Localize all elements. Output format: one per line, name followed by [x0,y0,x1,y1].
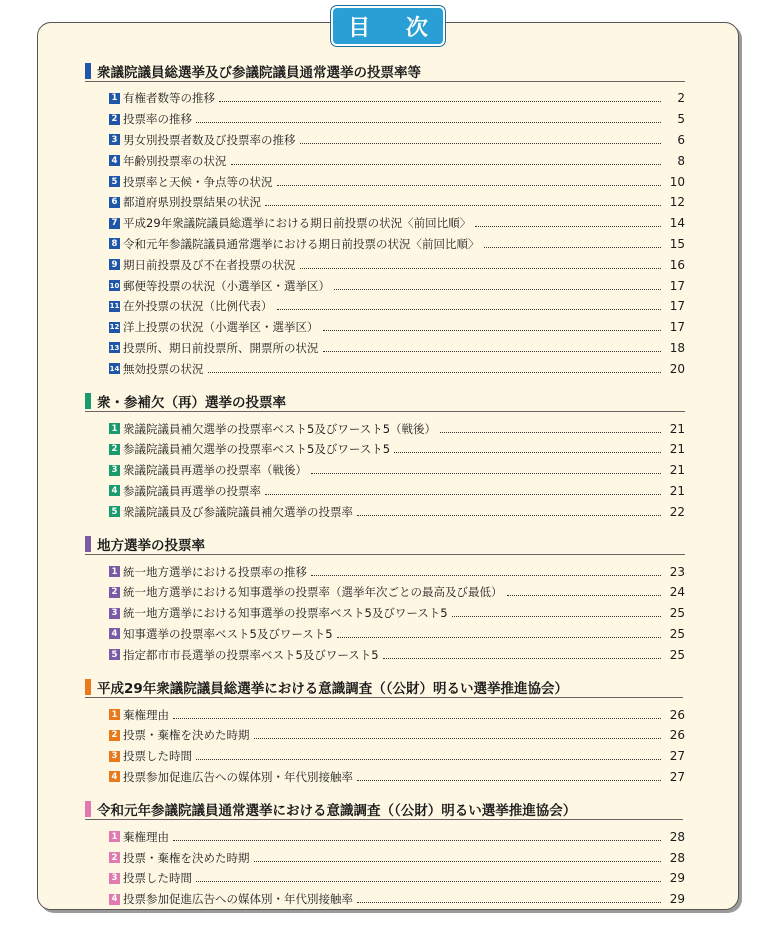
dot-leader [383,651,661,659]
table-of-contents [85,60,685,921]
toc-entry[interactable] [85,582,685,603]
dot-leader [208,365,662,373]
entry-label: 統一地方選挙における投票率の推移 [123,564,307,579]
toc-entry[interactable] [85,275,685,296]
page-title: 目 次 [331,6,445,46]
entry-page-number: 21 [669,442,685,457]
toc-entry[interactable] [85,767,685,788]
entry-page-number: 25 [669,647,685,662]
entry-label: 衆議院議員及び参議院議員補欠選挙の投票率 [123,504,353,519]
entry-number-badge: 6 [109,197,120,208]
section-color-bar [85,536,91,552]
dot-leader [323,344,662,352]
toc-section [85,676,685,787]
entry-page-number: 2 [677,91,685,106]
toc-entry[interactable] [85,460,685,481]
dot-leader [357,508,661,516]
entry-page-number: 15 [669,236,685,251]
entry-label: 投票所、期日前投票所、開票所の状況 [123,340,319,355]
toc-entry[interactable] [85,254,685,275]
toc-entry[interactable] [85,561,685,582]
section-heading [85,533,685,555]
entry-label: 統一地方選挙における知事選挙の投票率ベスト5及びワースト5 [123,606,448,621]
section-heading-text: 衆議院議員総選挙及び参議院議員通常選挙の投票率等 [97,64,421,81]
toc-section [85,390,685,522]
entry-page-number: 21 [669,421,685,436]
toc-entry[interactable] [85,88,685,109]
entry-number-badge: 10 [109,281,120,290]
entry-page-number: 21 [669,463,685,478]
entry-page-number: 22 [669,504,685,519]
toc-entry[interactable] [85,644,685,665]
dot-leader [475,219,661,227]
toc-entry[interactable] [85,868,685,889]
dot-leader [196,115,661,123]
toc-entry[interactable] [85,317,685,338]
entry-number-badge: 5 [109,506,120,517]
dot-leader [254,731,662,739]
toc-entry[interactable] [85,501,685,522]
entry-label: 洋上投票の状況（小選挙区・選挙区） [123,320,319,335]
toc-entry[interactable] [85,358,685,379]
entry-label: 平成29年衆議院議員総選挙における期日前投票の状況〈前回比順〉 [123,216,472,231]
entry-page-number: 5 [677,112,685,127]
entry-label: 郵便等投票の状況（小選挙区・選挙区） [123,278,330,293]
dot-leader [323,323,662,331]
entry-label: 参議院議員再選挙の投票率 [123,483,261,498]
entry-page-number: 25 [669,606,685,621]
entry-page-number: 21 [669,483,685,498]
entry-number-badge: 1 [109,423,120,434]
section-heading-text: 令和元年参議院議員通常選挙における意識調査（（公財）明るい選挙推進協会） [97,802,577,819]
dot-leader [484,240,662,248]
section-heading [85,798,683,820]
entry-page-number: 8 [677,153,685,168]
entry-number-badge: 2 [109,114,120,125]
dot-leader [254,854,662,862]
dot-leader [300,136,662,144]
toc-entry[interactable] [85,704,685,725]
dot-leader [357,895,661,903]
toc-entry[interactable] [85,109,685,130]
entry-number-badge: 11 [109,302,120,311]
entry-label: 投票参加促進広告への媒体別・年代別接触率 [123,892,353,907]
entry-page-number: 16 [669,257,685,272]
toc-entry[interactable] [85,150,685,171]
entry-number-badge: 14 [109,364,120,373]
toc-entry[interactable] [85,624,685,645]
entry-label: 令和元年参議院議員通常選挙における期日前投票の状況〈前回比順〉 [123,236,480,251]
entry-number-badge: 4 [109,485,120,496]
entry-page-number: 10 [669,174,685,189]
dot-leader [219,94,661,102]
entry-label: 参議院議員補欠選挙の投票率ベスト5及びワースト5 [123,442,391,457]
toc-section [85,533,685,665]
toc-entry[interactable] [85,234,685,255]
dot-leader [337,630,661,638]
dot-leader [173,833,661,841]
section-color-bar [85,679,91,695]
dot-leader [300,261,662,269]
toc-entry[interactable] [85,725,685,746]
entry-label: 棄権理由 [123,707,169,722]
entry-page-number: 26 [669,707,685,722]
entry-page-number: 18 [669,340,685,355]
toc-entry[interactable] [85,213,685,234]
entry-number-badge: 13 [109,343,120,352]
entry-number-badge: 2 [109,444,120,455]
dot-leader [196,874,661,882]
entry-page-number: 17 [669,299,685,314]
entry-label: 棄権理由 [123,829,169,844]
section-heading-text: 平成29年衆議院議員総選挙における意識調査（（公財）明るい選挙推進協会） [97,680,569,697]
entry-number-badge: 1 [109,93,120,104]
entry-number-badge: 4 [109,771,120,782]
dot-leader [231,157,662,165]
entry-number-badge: 4 [109,628,120,639]
dot-leader [277,302,662,310]
entry-number-badge: 4 [109,894,120,905]
entry-page-number: 12 [669,195,685,210]
entry-number-badge: 3 [109,134,120,145]
entry-page-number: 6 [677,132,685,147]
toc-entry[interactable] [85,481,685,502]
dot-leader [357,773,661,781]
section-heading [85,60,685,82]
toc-entry[interactable] [85,338,685,359]
entry-label: 衆議院議員再選挙の投票率（戦後） [123,463,307,478]
section-heading-text: 衆・参補欠（再）選挙の投票率 [97,394,286,411]
entry-label: 知事選挙の投票率ベスト5及びワースト5 [123,626,333,641]
entry-page-number: 29 [669,892,685,907]
entry-number-badge: 12 [109,323,120,332]
section-color-bar [85,63,91,79]
dot-leader [452,609,661,617]
toc-entry[interactable] [85,603,685,624]
entry-number-badge: 5 [109,176,120,187]
dot-leader [196,752,661,760]
dot-leader [440,425,661,433]
entry-page-number: 23 [669,564,685,579]
entry-number-badge: 8 [109,238,120,249]
entry-label: 投票参加促進広告への媒体別・年代別接触率 [123,769,353,784]
entry-label: 投票・棄権を決めた時期 [123,728,250,743]
entry-label: 統一地方選挙における知事選挙の投票率（選挙年次ごとの最高及び最低） [123,585,503,600]
dot-leader [311,568,661,576]
toc-entry[interactable] [85,439,685,460]
toc-entry[interactable] [85,130,685,151]
entry-page-number: 26 [669,728,685,743]
toc-entry[interactable] [85,746,685,767]
toc-section [85,798,685,909]
section-color-bar [85,393,91,409]
entry-number-badge: 5 [109,649,120,660]
toc-entry[interactable] [85,192,685,213]
entry-label: 投票・棄権を決めた時期 [123,850,250,865]
dot-leader [277,178,662,186]
entry-label: 期日前投票及び不在者投票の状況 [123,257,296,272]
toc-entry[interactable] [85,889,685,910]
entry-number-badge: 3 [109,751,120,762]
toc-entry[interactable] [85,826,685,847]
entry-label: 有権者数等の推移 [123,91,215,106]
entry-number-badge: 2 [109,852,120,863]
entry-label: 指定都市市長選挙の投票率ベスト5及びワースト5 [123,647,379,662]
entry-number-badge: 7 [109,218,120,229]
entry-label: 年齢別投票率の状況 [123,153,227,168]
entry-page-number: 24 [669,585,685,600]
entry-number-badge: 2 [109,730,120,741]
entry-page-number: 20 [669,361,685,376]
entry-number-badge: 3 [109,608,120,619]
dot-leader [507,588,662,596]
entry-label: 男女別投票者数及び投票率の推移 [123,132,296,147]
dot-leader [311,466,661,474]
dot-leader [265,487,661,495]
entry-number-badge: 3 [109,873,120,884]
toc-entry[interactable] [85,296,685,317]
entry-label: 投票した時間 [123,871,192,886]
dot-leader [265,198,661,206]
dot-leader [334,282,661,290]
entry-label: 無効投票の状況 [123,361,204,376]
toc-entry[interactable] [85,847,685,868]
entry-label: 投票した時間 [123,749,192,764]
section-heading-text: 地方選挙の投票率 [97,537,205,554]
entry-label: 投票率と天候・争点等の状況 [123,174,273,189]
entry-page-number: 28 [669,829,685,844]
entry-number-badge: 1 [109,566,120,577]
entry-label: 在外投票の状況（比例代表） [123,299,273,314]
entry-label: 衆議院議員補欠選挙の投票率ベスト5及びワースト5（戦後） [123,421,437,436]
toc-entry[interactable] [85,171,685,192]
entry-number-badge: 9 [109,259,120,270]
entry-number-badge: 2 [109,587,120,598]
entry-page-number: 27 [669,749,685,764]
entry-number-badge: 4 [109,155,120,166]
entry-label: 投票率の推移 [123,112,192,127]
entry-page-number: 25 [669,626,685,641]
entry-page-number: 17 [669,320,685,335]
entry-number-badge: 1 [109,709,120,720]
entry-number-badge: 3 [109,465,120,476]
entry-page-number: 14 [669,216,685,231]
section-heading [85,390,685,412]
toc-section [85,60,685,379]
entry-label: 都道府県別投票結果の状況 [123,195,261,210]
entry-page-number: 28 [669,850,685,865]
entry-page-number: 29 [669,871,685,886]
toc-entry[interactable] [85,418,685,439]
section-heading [85,676,683,698]
entry-number-badge: 1 [109,831,120,842]
dot-leader [173,711,661,719]
entry-page-number: 27 [669,769,685,784]
entry-page-number: 17 [669,278,685,293]
section-color-bar [85,801,91,817]
dot-leader [394,445,661,453]
